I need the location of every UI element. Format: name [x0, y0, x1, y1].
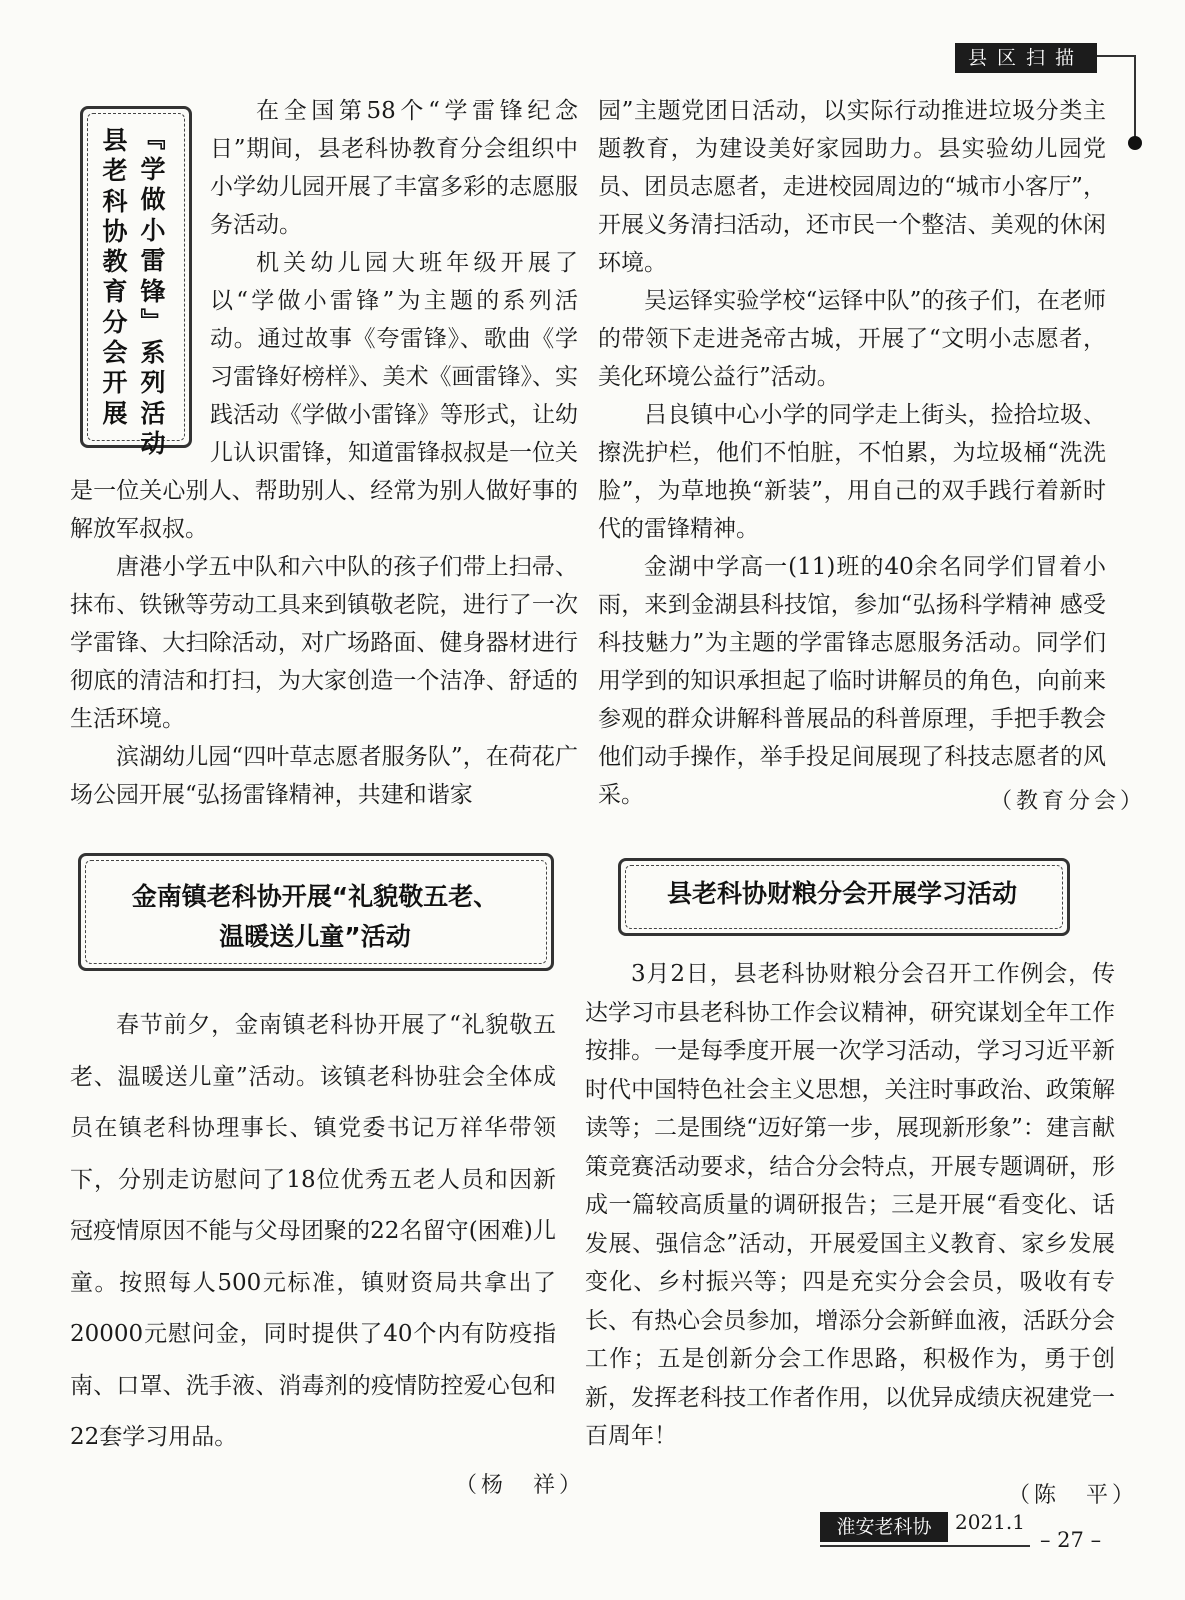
article1-right-column — [598, 92, 1106, 814]
article1-paragraph: 唐港小学五中队和六中队的孩子们带上扫帚、抹布、铁锹等劳动工具来到镇敬老院，进行了一次学雷锋、大扫除活动，对广场路面、健身器材进行彻底的清洁和打扫，为大家创造一个洁净、舒适的生活环境。 — [70, 554, 578, 732]
article2-signoff: （杨 祥） — [455, 1473, 586, 1498]
article2-paragraph: 春节前夕，金南镇老科协开展了“礼貌敬五老、温暖送儿童”活动。该镇老科协驻会全体成员在镇老科协理事长、镇党委书记万祥华带领下，分别走访慰问了18位优秀五老人员和因新冠疫情原因不能与父母团聚的22名留守(困难)儿童。按照每人500元标准，镇财资局共拿出了20000元慰问金，同时提供了40个内有防疫指南、口罩、洗手液、消毒剂的疫情防控爱心包和22套学习用品。 — [70, 1012, 556, 1450]
article1-paragraph: 在全国第58个“学雷锋纪念日”期间，县老科协教育分会组织中小学幼儿园开展了丰富多彩的志愿服务活动。 — [210, 98, 578, 238]
article1-paragraph: 滨湖幼儿园“四叶草志愿者服务队”，在荷花广场公园开展“弘扬雷锋精神，共建和谐家 — [70, 744, 578, 808]
section-tag: 县区扫描 — [955, 43, 1097, 73]
article1-paragraph-tail: 园”主题党团日活动，以实际行动推进垃圾分类主题教育，为建设美好家园助力。县实验幼儿园党员、团员志愿者，走进校园周边的“城市小客厅”，开展义务清扫活动，还市民一个整洁、美观的休闲环境。 — [598, 98, 1106, 276]
article1-p2-top — [210, 244, 578, 470]
footer-magazine-name: 淮安老科协 — [820, 1512, 948, 1542]
article2-title — [82, 877, 548, 957]
footer-rule — [820, 1545, 1030, 1547]
article3-body — [585, 955, 1115, 1456]
article1-paragraph: 吴运铎实验学校“运铎中队”的孩子们，在老师的带领下走进尧帝古城，开展了“文明小志愿者，美化环境公益行”活动。 — [598, 288, 1106, 390]
article1-paragraph: 吕良镇中心小学的同学走上街头，捡拾垃圾、擦洗护栏，他们不怕脏，不怕累，为垃圾桶“洗洗脸”，为草地换“新装”，用自己的双手践行着新时代的雷锋精神。 — [598, 402, 1106, 542]
article2-body — [70, 1000, 556, 1464]
footer-issue: 2021.1 — [955, 1510, 1025, 1534]
article1-paragraph-tail: 是一位关心别人、帮助别人、经常为别人做好事的解放军叔叔。 — [70, 478, 578, 542]
article2-title-line2: 温暖送儿童”活动 — [219, 922, 411, 951]
article2-title-line1: 金南镇老科协开展“礼貌敬五老、 — [131, 882, 499, 911]
article3-signoff: （陈 平） — [1008, 1483, 1139, 1508]
article1-paragraph: 机关幼儿园大班年级开展了以“学做小雷锋”为主题的系列活动。通过故事《夸雷锋》、歌曲《学习雷锋好榜样》、美术《画雷锋》、实践活动《学做小雷锋》等形式，让幼儿认识雷锋，知道雷锋叔叔是一位关 — [210, 250, 578, 466]
article1-title-col-left: 县 老 科 协 教 育 分 会 开 展 — [102, 126, 128, 428]
tag-connector-line-vertical — [1134, 55, 1136, 140]
article1-signoff: （教育分会） — [990, 789, 1147, 814]
article1-title-col-right: ﹃ 学 做 小 雷 锋 ﹄ 系 列 活 动 — [140, 124, 166, 458]
article1-left-column — [70, 472, 578, 814]
wavy-frame — [80, 106, 192, 448]
article1-intro-block — [210, 92, 578, 244]
article1-paragraph: 金湖中学高一(11)班的40余名同学们冒着小雨，来到金湖县科技馆，参加“弘扬科学精神 感受科技魅力”为主题的学雷锋志愿服务活动。同学们用学到的知识承担起了临时讲解员的角色，向前来参观的群众讲解科普展品的科普原理，手把手教会他们动手操作，举手投足间展现了科技志愿者的风采。 — [598, 554, 1106, 808]
dot-icon — [1128, 136, 1142, 150]
article3-title: 县老科协财粮分会开展学习活动 — [666, 879, 1017, 908]
article1-title-box — [80, 106, 192, 458]
page-number: – 27 – — [1040, 1528, 1102, 1552]
tag-connector-line — [1097, 55, 1135, 57]
article3-paragraph: 3月2日，县老科协财粮分会召开工作例会，传达学习市县老科协工作会议精神，研究谋划全年工作按排。一是每季度开展一次学习活动，学习习近平新时代中国特色社会主义思想，关注时事政治、政策解读等；二是围绕“迈好第一步，展现新形象”：建言献策竞赛活动要求，结合分会特点，开展专题调研，形成一篇较高质量的调研报告；三是开展“看变化、话发展、强信念”活动，开展爱国主义教育、家乡发展变化、乡村振兴等；四是充实分会会员，吸收有专长、有热心会员参加，增添分会新鲜血液，活跃分会工作；五是创新分会工作思路，积极作为，勇于创新，发挥老科技工作者作用，以优异成绩庆祝建党一百周年！ — [585, 961, 1115, 1449]
